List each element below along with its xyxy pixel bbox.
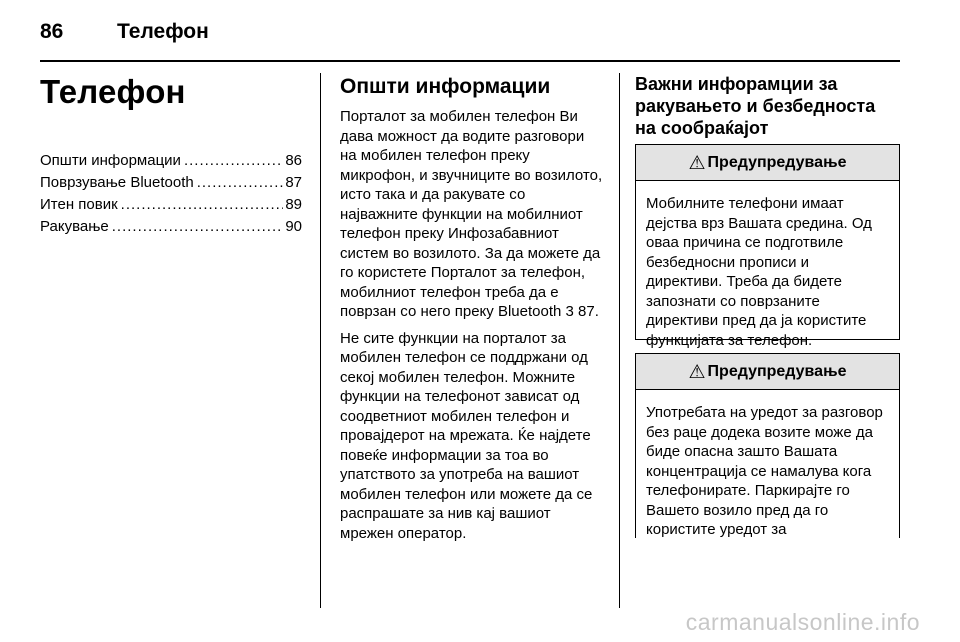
warning-box [635, 353, 900, 538]
warning-box [635, 144, 900, 349]
safety-section [635, 73, 900, 139]
general-info-section [340, 73, 605, 550]
table-of-contents [40, 150, 302, 238]
header-divider [40, 60, 900, 62]
cross-reference[interactable] [566, 303, 599, 320]
warning-title: Предупредување [707, 153, 847, 171]
site-watermark: carmanualsonline.info [685, 609, 920, 635]
toc-entry-operation[interactable] [40, 216, 302, 238]
warning-title: Предупредување [707, 362, 847, 380]
toc-leader-dots [121, 194, 284, 216]
toc-entry-label: Итен повик [40, 196, 118, 213]
paragraph-text: Порталот за мобилен телефон Ви дава можност да водите разговори на мобилен телефон преку микрофон, и звучниците во возилото, исто така и да ракувате со најважните функции на мобилниот телефон преку Инфозабавниот систем во возилото. За да можете да го користете Порталот за телефон, мобилниот телефон треба да е поврзан со него преку Bluetooth [340, 108, 603, 320]
warning-text: Употребата на уредот за разговор без раце додека возите може да биде опасна зашто Вашата концентрација се намалува кога телефонирате. Паркирајте го Вашето возило пред да го користите уредот за [646, 404, 883, 538]
toc-entry-label: Поврзување Bluetooth [40, 174, 194, 191]
toc-entry-page: 90 [285, 218, 302, 235]
page-number: 86 [40, 20, 64, 43]
toc-entry-page: 86 [285, 152, 302, 169]
section-heading: Важни инфорамции за ракувањето и безбедноста на сообраќајот [635, 74, 876, 138]
column-divider-right [619, 73, 620, 608]
chapter-title: Телефон [40, 73, 186, 110]
warning-triangle-icon: ⚠ [688, 360, 706, 383]
body-paragraph: Не сите функции на порталот за мобилен телефон се поддржани од секој мобилен телефон. Можните функции на телефонот зависат од соодветниот мобилен телефон и провајдерот на мрежата. Ќе најдете повеќе информации за тоа во упатството за употреба на вашиот мобилен телефон или можете да се распрашате за нив кај вашиот мрежен оператор. [340, 329, 593, 542]
page-reference-icon: 3 [565, 303, 574, 320]
section-heading: Општи информации [340, 75, 551, 98]
toc-leader-dots [112, 216, 284, 238]
toc-entry-general[interactable] [40, 150, 302, 172]
cross-reference-page: 87. [578, 303, 599, 320]
toc-leader-dots [197, 172, 284, 194]
toc-entry-label: Ракување [40, 218, 109, 235]
toc-entry-emergency-call[interactable] [40, 194, 302, 216]
warning-header [636, 144, 899, 181]
body-paragraph [340, 107, 605, 322]
toc-entry-bluetooth[interactable] [40, 172, 302, 194]
warning-text: Мобилните телефони имаат дејства врз Вашата средина. Од оваа причина се подготвиле безбедносни прописи и директиви. Треба да бидете запознати со поврзаните директиви пред да ја користите функцијата за телефон. [646, 195, 872, 349]
warning-header [636, 353, 899, 390]
toc-entry-page: 87 [285, 174, 302, 191]
toc-entry-page: 89 [285, 196, 302, 213]
toc-leader-dots [184, 150, 283, 172]
warning-triangle-icon: ⚠ [688, 151, 706, 174]
toc-entry-label: Општи информации [40, 152, 181, 169]
column-divider-left [320, 73, 321, 608]
running-title: Телефон [117, 20, 209, 43]
